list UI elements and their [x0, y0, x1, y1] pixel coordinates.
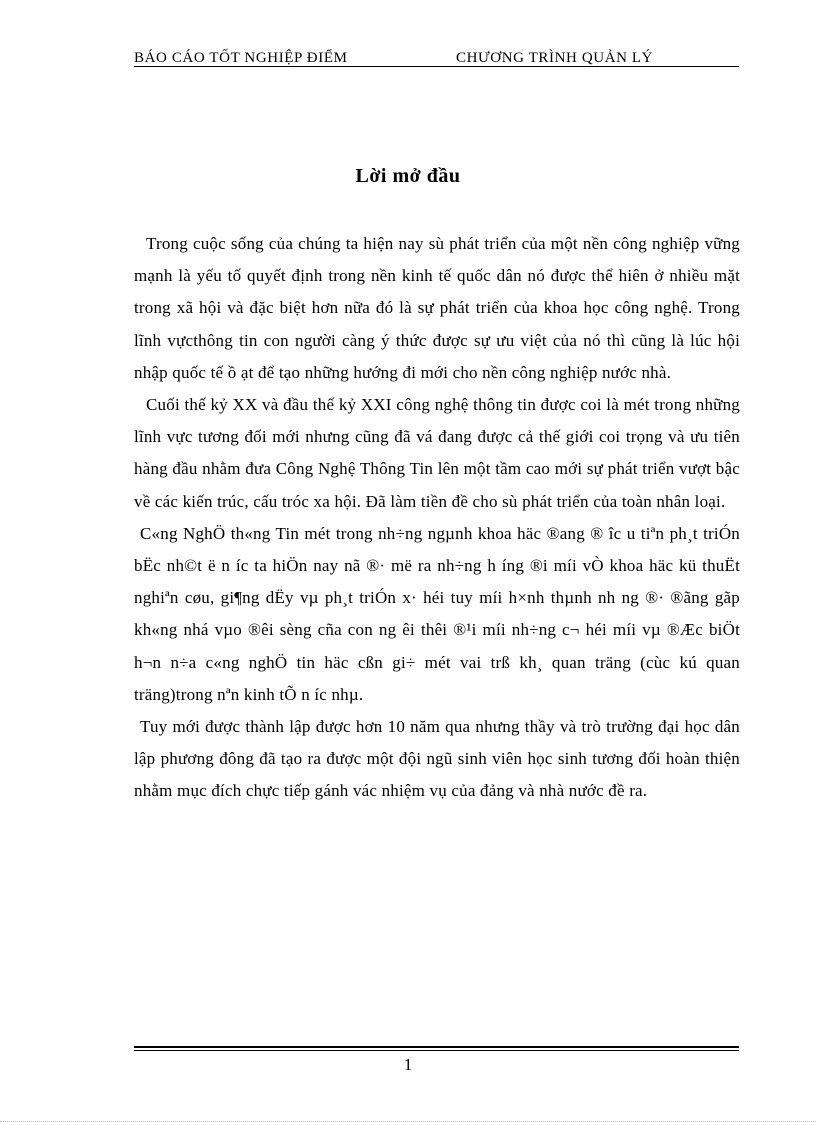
page-number: 1	[403, 1055, 413, 1074]
page-title: Lời mở đầu	[355, 165, 461, 187]
page-edge	[0, 1121, 816, 1122]
header-left: BÁO CÁO TỐT NGHIỆP ĐIỂM	[134, 50, 348, 66]
footer-rule	[134, 1050, 739, 1051]
paragraph: Tuy mới được thành lập được hơn 10 năm qua nhưng thầy và trò trường đại học dân lập phương đông đã tạo ra được một đội ngũ sinh viên học sinh tương đối hoàn thiện nhằm mục đích chực tiếp gánh vác nhiệm vụ của đảng và nhà nước đề ra.	[134, 717, 740, 801]
paragraph: Cuối thế kỷ XX và đầu thế kỷ XXI công nghệ thông tin được coi là mét trong những lĩnh vực tương đối mới nhưng cũng đã vá đang được cả thế giới coi trọng và ưu tiên hàng đầu nhằm đưa Công Nghệ Thông Tin lên một tầm cao mới sự phát triển vượt bậc về các kiến trúc, cấu tróc xa hội. Đã làm tiền đề cho sù phát triển của toàn nhân loại.	[134, 395, 740, 511]
document-body	[134, 228, 740, 808]
footer-rule	[134, 1046, 739, 1048]
paragraph: C«ng NghÖ th«ng Tin mét trong nh÷ng ngµnh khoa häc ®ang ® îc u tiªn ph¸t triÓn bËc nh©t ë n íc ta hiÖn nay nã ®· më ra nh÷ng h íng ®i míi vÒ khoa häc kü thuËt nghiªn cøu, gi¶ng dËy vµ ph¸t triÓn x· héi tuy míi h×nh thµnh nh ng ®· ®ãng gãp kh«ng nhá vµo ®êi sèng cña con ng êi thêi ®¹i míi nh÷ng c¬ héi míi vµ ®Æc biÖt h¬n n÷a c«ng nghÖ tin häc cßn gi÷ mét vai trß kh¸ quan träng (cùc kú quan träng)trong nªn kinh tÕ n íc nhµ.	[134, 523, 740, 704]
paragraph: Trong cuộc sống của chúng ta hiện nay sù phát triển của một nền công nghiệp vững mạnh là yếu tố quyết định trong nền kinh tế quốc dân nó được thể hiên ở nhiều mặt trong xã hội và đặc biệt hơn nữa đó là sự phát triển của khoa học công nghệ. Trong lĩnh vựcthông tin con người càng ý thức được sự ưu việt của nó thì cũng là lúc hội nhập quốc tế ồ ạt để tạo những hướng đi mới cho nền công nghiệp nước nhà.	[134, 234, 740, 382]
header-right: CHƯƠNG TRÌNH QUẢN LÝ	[456, 50, 654, 66]
page-header	[134, 49, 739, 85]
header-rule	[134, 66, 739, 67]
